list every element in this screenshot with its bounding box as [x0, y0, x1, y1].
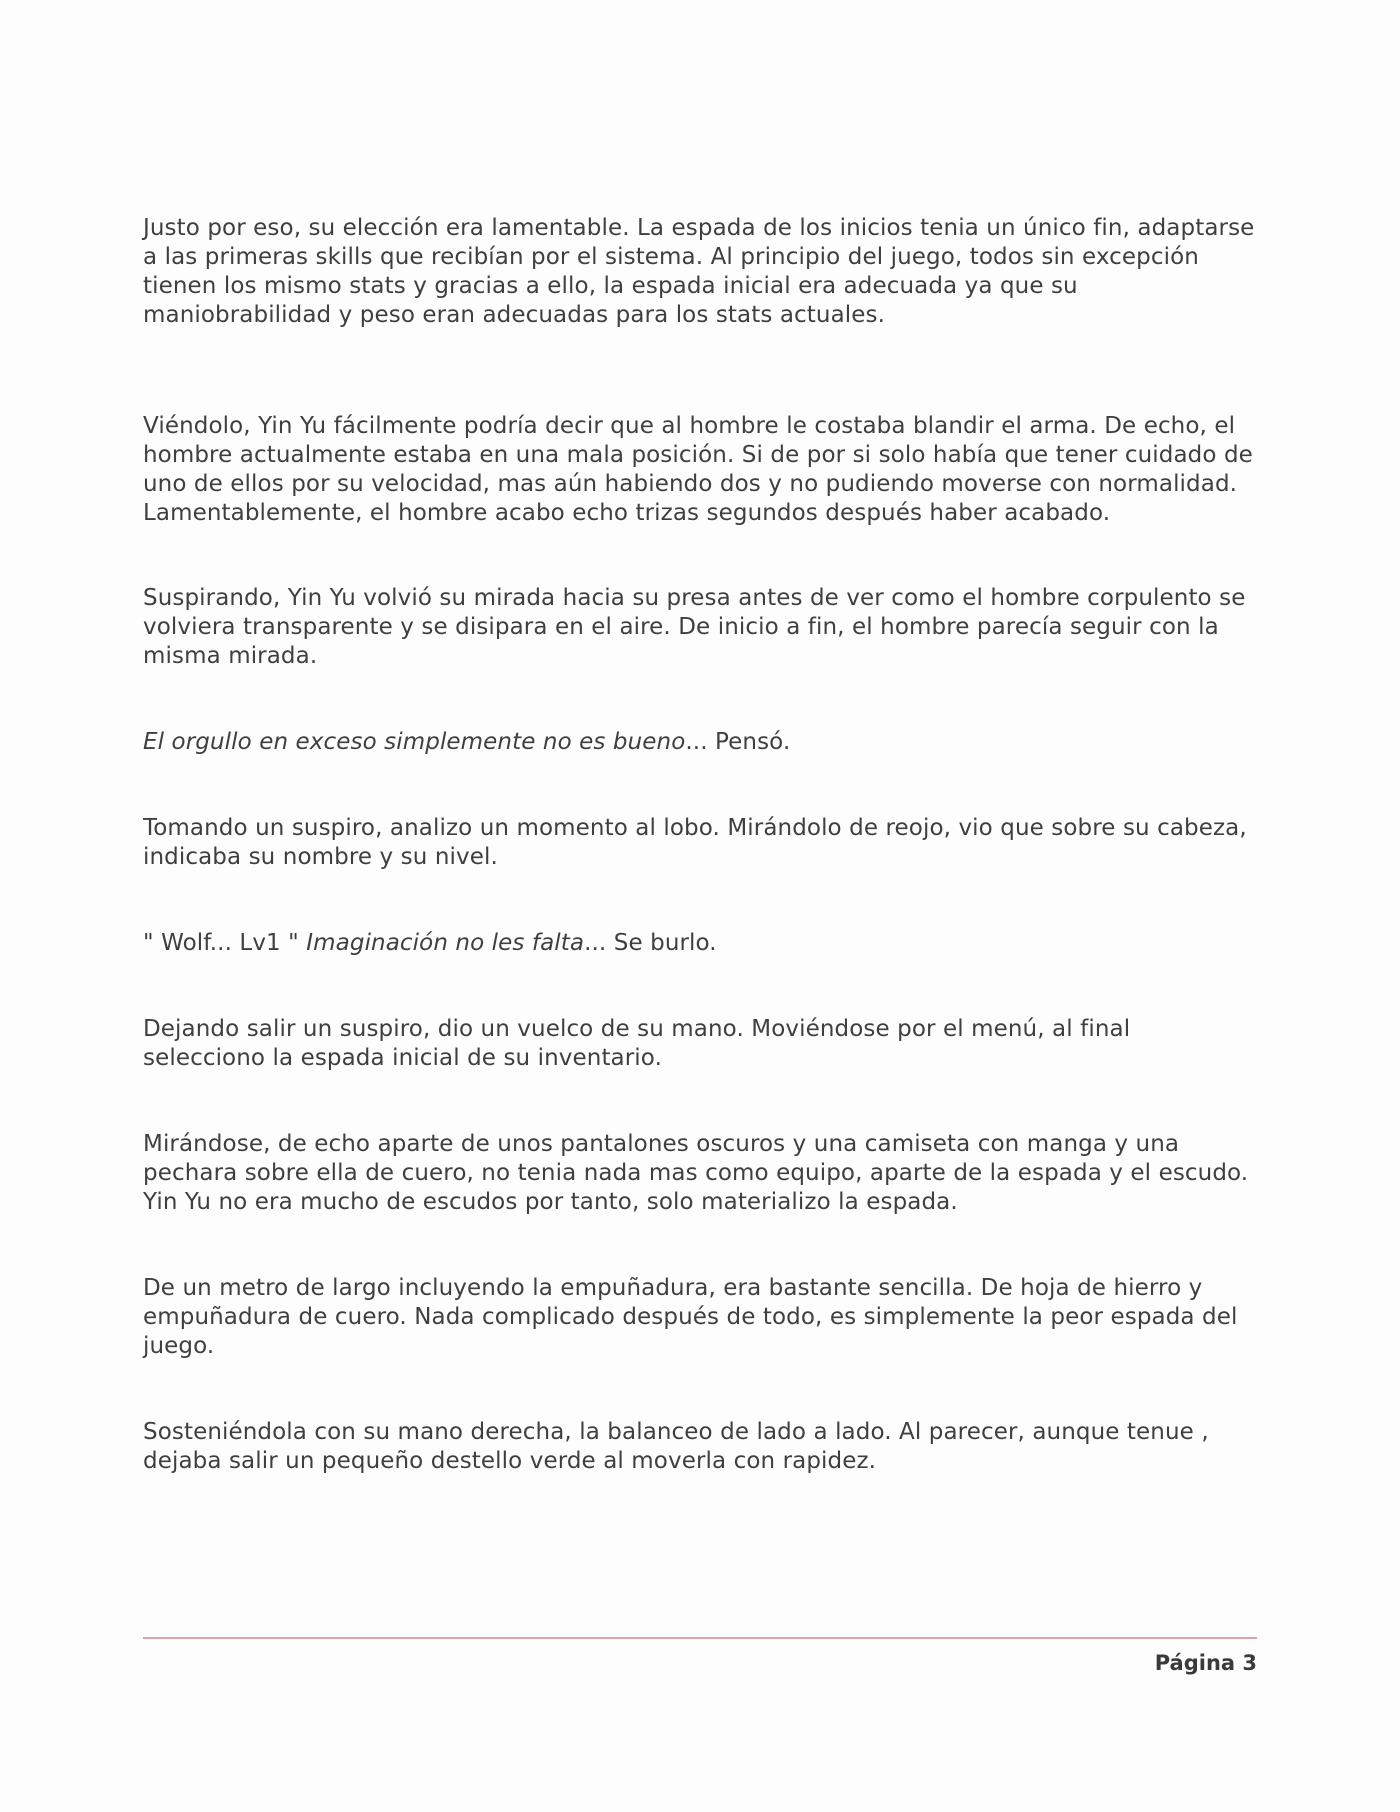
paragraph-3: Suspirando, Yin Yu volvió su mirada hacia su presa antes de ver como el hombre corpulento se volviera transparente y se disipara en el aire. De inicio a fin, el hombre parecía seguir con la misma mirada. — [143, 585, 1246, 669]
wolf-quote: " Wolf... Lv1 " — [143, 930, 307, 956]
wolf-line — [143, 929, 1259, 958]
thought-italic: El orgullo en exceso simplemente no es bueno — [143, 729, 686, 755]
footer-divider — [143, 1637, 1257, 1639]
paragraph-1: Justo por eso, su elección era lamentable. La espada de los inicios tenia un único fin, adaptarse a las primeras skills que recibían por el sistema. Al principio del juego, todos sin excepción tienen los mismo stats y gracias a ello, la espada inicial era adecuada ya que su maniobrabilidad y peso eran adecuadas para los stats actuales. — [143, 215, 1255, 328]
thought-line — [143, 728, 1259, 757]
paragraph-7: De un metro de largo incluyendo la empuñadura, era bastante sencilla. De hoja de hierro y empuñadura de cuero. Nada complicado después de todo, es simplemente la peor espada del juego. — [143, 1275, 1238, 1359]
wolf-italic: Imaginación no les falta — [306, 930, 585, 956]
paragraph-6: Mirándose, de echo aparte de unos pantalones oscuros y una camiseta con manga y una pechara sobre ella de cuero, no tenia nada mas como equipo, aparte de la espada y el escudo. Yin Yu no era mucho de escudos por tanto, solo materializo la espada. — [143, 1131, 1249, 1215]
paragraph-2: Viéndolo, Yin Yu fácilmente podría decir que al hombre le costaba blandir el arma. De echo, el hombre actualmente estaba en una mala posición. Si de por si solo había que tener cuidado de uno de ellos por su velocidad, mas aún habiendo dos y no pudiendo moverse con normalidad. Lamentablemente, el hombre acabo echo trizas segundos después haber acabado. — [143, 413, 1253, 526]
wolf-rest: ... Se burlo. — [584, 930, 717, 956]
paragraph-5: Dejando salir un suspiro, dio un vuelco de su mano. Moviéndose por el menú, al final selecciono la espada inicial de su inventario. — [143, 1016, 1131, 1071]
thought-rest: ... Pensó. — [685, 729, 791, 755]
page-number: Página 3 — [1154, 1651, 1257, 1675]
paragraph-8: Sosteniéndola con su mano derecha, la balanceo de lado a lado. Al parecer, aunque tenue , dejaba salir un pequeño destello verde al moverla con rapidez. — [143, 1419, 1209, 1474]
paragraph-4: Tomando un suspiro, analizo un momento al lobo. Mirándolo de reojo, vio que sobre su cabeza, indicaba su nombre y su nivel. — [143, 815, 1247, 870]
